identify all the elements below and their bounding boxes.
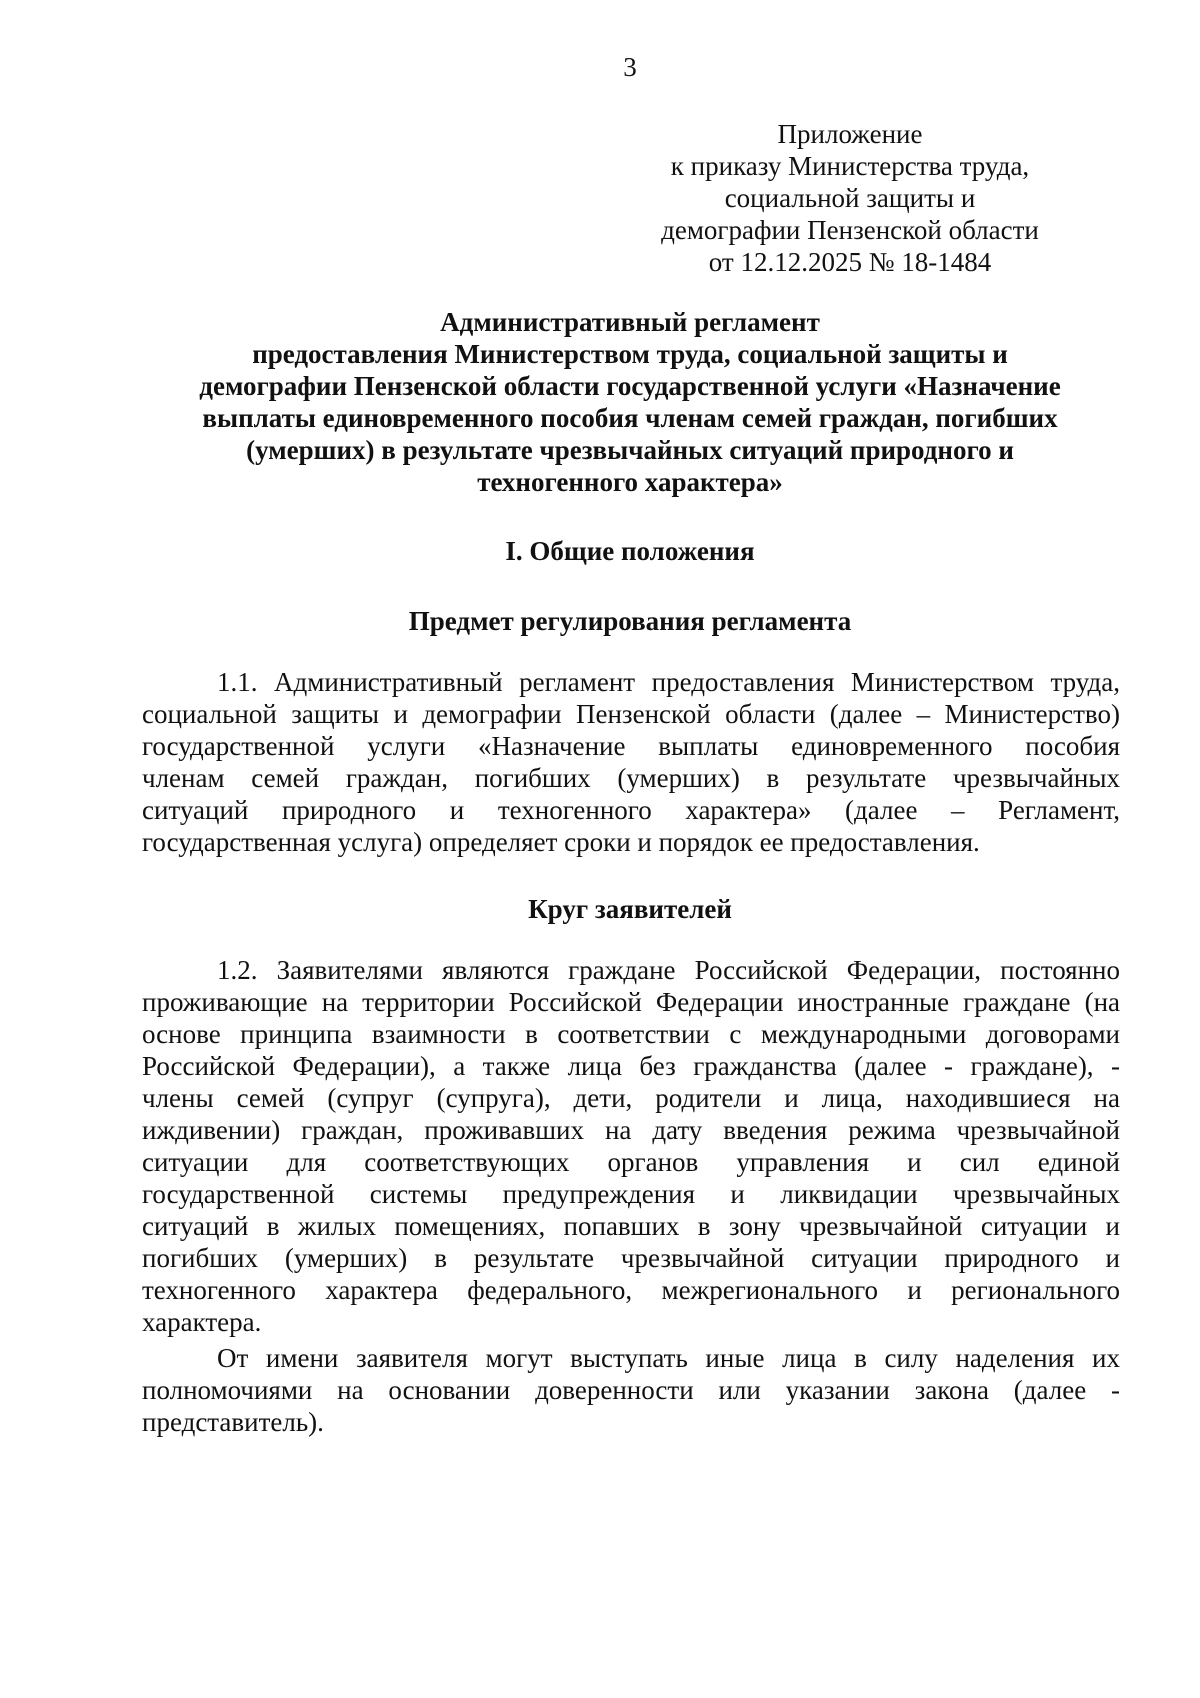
appendix-line: Приложение — [777, 119, 923, 149]
appendix-block — [640, 118, 1060, 278]
paragraph-1-2 — [142, 954, 1120, 1338]
paragraph-line: государственная услуга) определяет сроки и порядок ее предоставления. — [142, 827, 980, 857]
paragraph-line: государственной системы предупреждения и ликвидации чрезвычайных — [142, 1179, 1120, 1209]
paragraph-line: представитель). — [142, 1407, 324, 1437]
paragraph-line: 1.2. Заявителями являются граждане Российской Федерации, постоянно — [217, 955, 1120, 985]
subsection-heading-applicants: Круг заявителей — [528, 894, 732, 924]
paragraph-line: иждивении) граждан, проживавших на дату введения режима чрезвычайной — [142, 1115, 1120, 1145]
paragraph-line: социальной защиты и демографии Пензенской области (далее – Министерство) — [142, 699, 1120, 729]
title-line: предоставления Министерством труда, социальной защиты и — [252, 339, 1008, 369]
section-heading-general: I. Общие положения — [505, 536, 755, 566]
paragraph-line: ситуации для соответствующих органов управления и сил единой — [142, 1147, 1120, 1177]
paragraph-line: полномочиями на основании доверенности или указании закона (далее - — [142, 1375, 1120, 1405]
paragraph-line: ситуаций в жилых помещениях, попавших в зону чрезвычайной ситуации и — [142, 1211, 1120, 1241]
paragraph-line: членам семей граждан, погибших (умерших) в результате чрезвычайных — [142, 763, 1120, 793]
title-line: Административный регламент — [440, 307, 820, 337]
paragraph-line: От имени заявителя могут выступать иные лица в силу наделения их — [217, 1343, 1120, 1373]
title-line: демографии Пензенской области государственной услуги «Назначение — [199, 371, 1061, 401]
subsection-heading-subject: Предмет регулирования регламента — [408, 606, 852, 636]
paragraph-line: характера. — [142, 1307, 262, 1337]
paragraph-line: основе принципа взаимности в соответствии с международными договорами — [142, 1019, 1120, 1049]
document-title — [160, 306, 1100, 498]
paragraph-line: погибших (умерших) в результате чрезвычайной ситуации природного и — [142, 1243, 1120, 1273]
paragraph-line: техногенного характера федерального, межрегионального и регионального — [142, 1275, 1120, 1305]
paragraph-representative — [142, 1342, 1120, 1438]
paragraph-line: ситуаций природного и техногенного характера» (далее – Регламент, — [142, 795, 1120, 825]
paragraph-line: проживающие на территории Российской Федерации иностранные граждане (на — [142, 987, 1120, 1017]
title-line: (умерших) в результате чрезвычайных ситуаций природного и — [246, 435, 1014, 465]
page-number: 3 — [623, 52, 637, 82]
paragraph-line: государственной услуги «Назначение выплаты единовременного пособия — [142, 731, 1120, 761]
appendix-line: от 12.12.2025 № 18-1484 — [708, 247, 992, 277]
title-line: техногенного характера» — [477, 467, 783, 497]
paragraph-line: 1.1. Административный регламент предоставления Министерством труда, — [217, 667, 1120, 697]
title-line: выплаты единовременного пособия членам семей граждан, погибших — [202, 403, 1058, 433]
paragraph-line: члены семей (супруг (супруга), дети, родители и лица, находившиеся на — [142, 1083, 1120, 1113]
appendix-line: социальной защиты и — [724, 183, 976, 213]
paragraph-1-1 — [142, 666, 1120, 858]
appendix-line: к приказу Министерства труда, — [670, 151, 1030, 181]
appendix-line: демографии Пензенской области — [661, 215, 1039, 245]
paragraph-line: Российской Федерации), а также лица без гражданства (далее - граждане), - — [142, 1051, 1120, 1081]
